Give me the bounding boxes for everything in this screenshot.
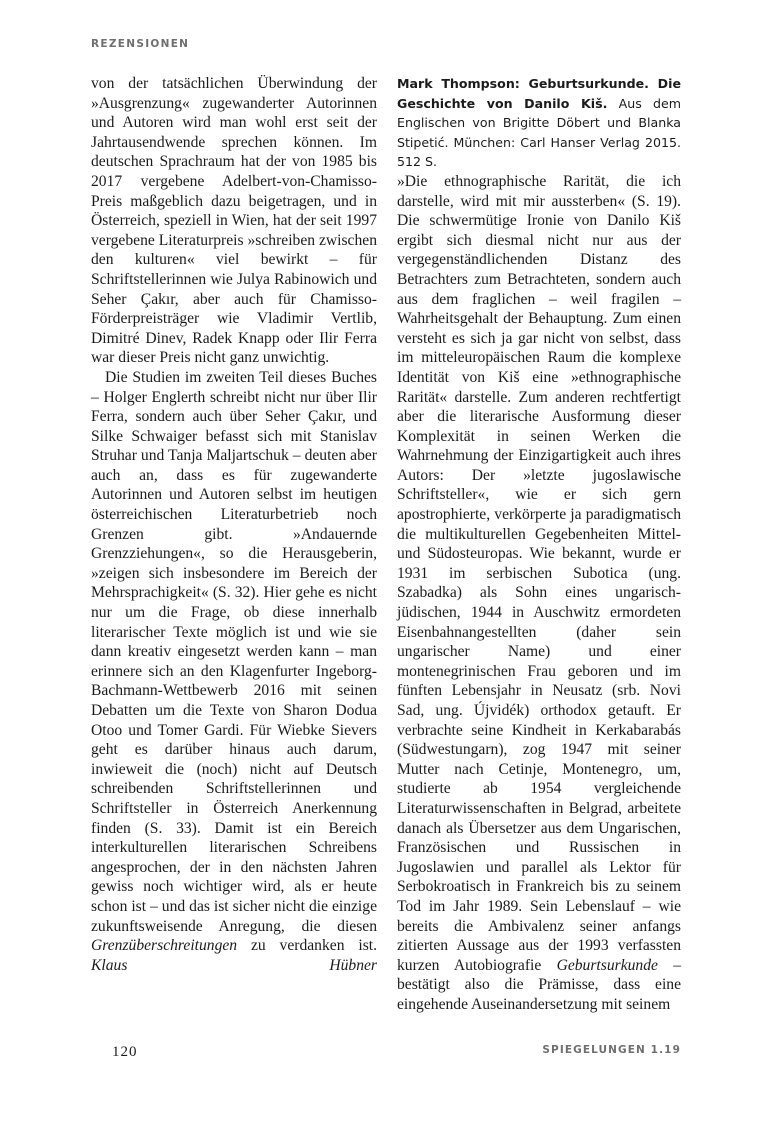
paragraph-text: Die Studien im zweiten Teil dieses Buches – Holger Englerth schreibt nicht nur über Ilir Ferra, sondern auch über Seher Çakır, und Silke Schwaiger befasst sich mit Stanislav Struhar und Tanja Maljartschuk – deuten aber auch an, dass es für zugewanderte Autorinnen und Autoren selbst im heutigen österreichischen Literaturbetrieb noch Grenzen gibt. »Andauernde Grenzziehungen«, so die Herausgeberin, »zeigen sich insbesondere im Bereich der Mehrsprachigkeit« (S. 32). Hier gehe es nicht nur um die Frage, ob diese innerhalb literarischer Texte möglich ist und wie sie dann kreativ eingesetzt werden kann – man erinnere sich an den Klagenfurter Ingeborg-Bachmann-Wettbewerb 2016 mit seinen Debatten um die Texte von Sharon Dodua Otoo und Tomer Gardi. Für Wiebke Sievers geht es darüber hinaus auch darum, inwieweit die (noch) nicht auf Deutsch schreibenden Schriftstellerinnen und Schriftsteller in Österreich Anerkennung finden (S. 33). Damit ist ein Bereich interkulturellen literarischen Schreibens angesprochen, der in den nächsten Jahren gewiss noch wichtiger wird, als er heute schon ist – und das ist sicher nicht die einzige zukunftsweisende Anregung, die diesen [91, 368, 377, 935]
book-details: Aus dem Englischen von Brigitte Döbert und Blanka Stipetić. München: Carl Hanser Verlag 2015. 512 S. [397, 95, 682, 170]
book-citation [397, 74, 681, 172]
paragraph-text: – bestätigt also die Prämisse, dass eine eingehende Auseinandersetzung mit seinem [397, 956, 681, 1013]
left-column [91, 74, 377, 975]
paragraph [91, 368, 377, 975]
reviewer-name: Klaus Hübner [91, 956, 377, 974]
paragraph-text: zu verdanken ist. [250, 937, 377, 955]
paragraph [91, 74, 377, 368]
book-title-italic: Grenzüberschreitungen [91, 937, 238, 955]
page-number: 120 [112, 1044, 138, 1060]
section-label: REZENSIONEN [91, 38, 190, 50]
book-title-italic: Geburtsurkunde [556, 956, 658, 974]
journal-title: SPIEGELUNGEN 1.19 [542, 1044, 681, 1056]
book-author-title: Mark Thompson: Geburtsurkunde. Die Geschichte von Danilo Kiš. [397, 76, 681, 111]
paragraph [397, 172, 681, 1015]
paragraph-text: von der tatsächlichen Überwindung der »Ausgrenzung« zugewanderter Autorinnen und Autoren wird man wohl erst seit der Jahrtausendwende sprechen können. Im deutschen Sprachraum hat der von 1985 bis 2017 vergebene Adelbert-von-Chamisso-Preis maßgeblich dazu beigetragen, und in Österreich, speziell in Wien, hat der seit 1997 vergebene Literaturpreis »schreiben zwischen den kulturen« viel bewirkt – für Schriftstellerinnen wie Julya Rabinowich und Seher Çakır, aber auch für Chamisso-Förderpreisträger wie Vladimir Vertlib, Dimitré Dinev, Radek Knapp oder Ilir Ferra war dieser Preis nicht ganz unwichtig. [91, 75, 377, 367]
paragraph-text: »Die ethnographische Rarität, die ich darstelle, wird mit mir aussterben« (S. 19). Die schwermütige Ironie von Danilo Kiš ergibt sich diesmal nicht nur aus der vergegenständlichenden Distanz des Betrachters zum Betrachteten, sondern auch aus dem fraglichen – weil fragilen – Wahrheitsgehalt der Behauptung. Zum einen versteht es sich ja gar nicht von selbst, dass im mitteleuropäischen Raum die komplexe Identität von Kiš eine »ethnographische Rarität« darstelle. Zum anderen rechtfertigt aber die literarische Ausformung dieser Komplexität in seinen Werken die Wahrnehmung der Einzigartigkeit auch ihres Autors: Der »letzte jugoslawische Schriftsteller«, wie er sich gern apostrophierte, verkörperte ja paradigmatisch die multikulturellen Gegebenheiten Mittel- und Südosteuropas. Wie bekannt, wurde er 1931 im serbischen Subotica (ung. Szabadka) als Sohn eines ungarisch-jüdischen, 1944 in Auschwitz ermordeten Eisenbahnangestellten (daher sein ungarischer Name) und einer montenegrinischen Frau geboren und im fünften Lebensjahr in Neusatz (srb. Novi Sad, ung. Újvidék) orthodox getauft. Er verbrachte seine Kindheit in Kerkabarabás (Südwestungarn), zog 1947 mit seiner Mutter nach Cetinje, Montenegro, um, studierte ab 1954 vergleichende Literaturwissenschaften in Belgrad, arbeitete danach als Übersetzer aus dem Ungarischen, Französischen und Russischen in Jugoslawien und parallel als Lektor für Serbokroatisch in Frankreich bis zu seinem Tod im Jahr 1989. Sein Lebenslauf – wie bereits die Ambivalenz seiner anfangs zitierten Aussage aus der 1993 verfassten kurzen Autobiografie [397, 172, 681, 974]
right-column [397, 74, 681, 1015]
